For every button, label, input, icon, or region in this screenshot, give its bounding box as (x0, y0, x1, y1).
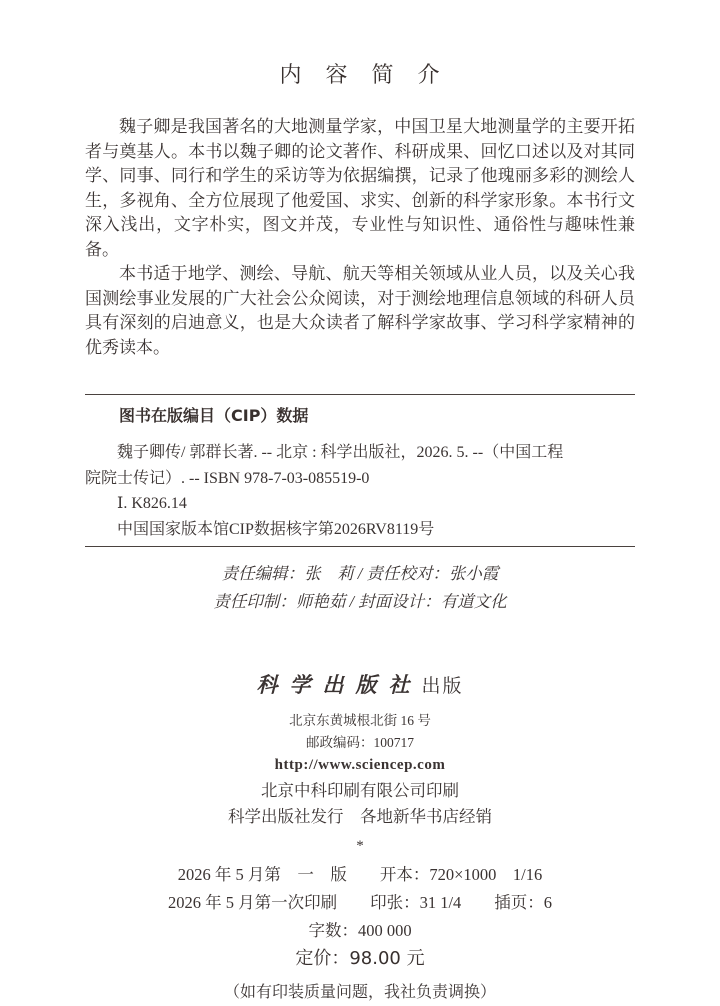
printer-line: 北京中科印刷有限公司印刷 (261, 781, 459, 800)
edition-section (85, 861, 635, 1006)
edition-line-2: 2026 年 5 月第一次印刷 印张：31 1/4 插页：6 (167, 893, 553, 912)
cip-class-number: Ⅰ. K826.14 (117, 495, 187, 512)
page-title: 内 容 简 介 (279, 63, 441, 88)
cip-heading: 图书在版编目（CIP）数据 (119, 406, 309, 425)
intro-section (85, 115, 635, 360)
staff-line-editor: 责任编辑：张 莉 / 责任校对：张小霞 (221, 564, 499, 583)
exchange-note: （如有印装质量问题，我社负责调换） (223, 984, 496, 1001)
edition-line-1: 2026 年 5 月第 一 版 开本：720×1000 1/16 (177, 865, 543, 884)
intro-paragraph-2: 本书适于地学、测绘、导航、航天等相关领域从业人员，以及关心我国测绘事业发展的广大社会公众阅读，对于测绘地理信息领域的科研人员具有深刻的启迪意义，也是大众读者了解科学家故事、学习科学家精神的优秀读本。 (85, 264, 635, 357)
publisher-address: 北京东黄城根北街 16 号 (289, 713, 431, 728)
publisher-website: http://www.sciencep.com (274, 757, 446, 773)
separator-asterisk: * (356, 838, 364, 854)
publisher-line (85, 672, 635, 701)
staff-credits (85, 560, 635, 616)
cip-entry-line-2: 院院士传记）. -- ISBN 978-7-03-085519-0 (85, 469, 370, 487)
cip-entry-line-1: 魏子卿传/ 郭群长著. -- 北京 : 科学出版社，2026. 5. --（中国工程 (117, 444, 564, 461)
cip-bottom-divider (85, 546, 635, 547)
publisher-logotype: 科学出版社 (256, 673, 422, 697)
publisher-suffix: 出版 (421, 676, 464, 697)
staff-line-printing: 责任印制：师艳茹 / 封面设计：有道文化 (213, 592, 507, 611)
cip-record-number: 中国国家版本馆CIP数据核字第2026RV8119号 (117, 520, 435, 538)
cip-section (85, 394, 635, 547)
intro-paragraph-1: 魏子卿是我国著名的大地测量学家，中国卫星大地测量学的主要开拓者与奠基人。本书以魏子卿的论文著作、科研成果、回忆口述以及对其同学、同事、同行和学生的采访等为依据编撰，记录了他瑰丽多彩的测绘人生，多视角、全方位展现了他爱国、求实、创新的科学家形象。本书行文深入浅出，文字朴实，图文并茂，专业性与知识性、通俗性与趣味性兼备。 (85, 117, 635, 259)
cip-entry (85, 440, 635, 542)
cip-top-divider (85, 394, 635, 395)
distributor-line: 科学出版社发行 各地新华书店经销 (228, 807, 492, 826)
publisher-postcode: 邮政编码：100717 (306, 735, 414, 750)
word-count: 字数：400 000 (308, 921, 412, 940)
price: 定价：98.00 元 (295, 948, 425, 969)
imprint-section (85, 672, 635, 855)
